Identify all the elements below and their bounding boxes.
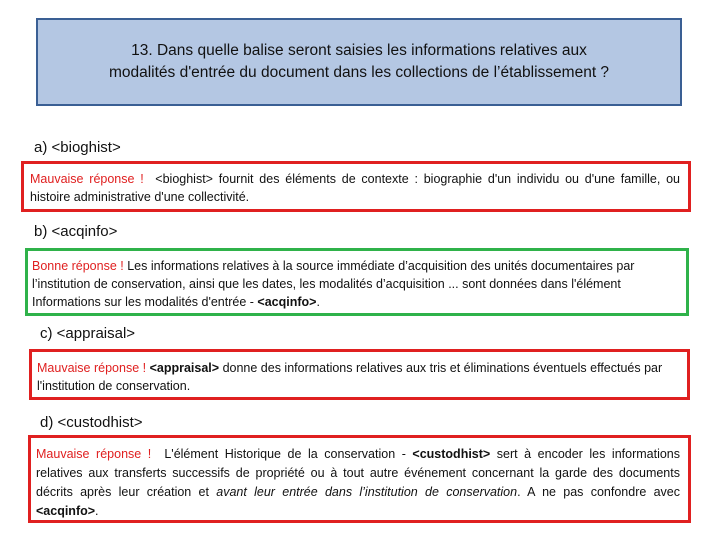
answer-box-b <box>25 248 689 316</box>
explanation-d-part3: . A ne pas confondre avec <box>517 485 681 499</box>
tag-c: <appraisal> <box>149 361 220 375</box>
explanation-a: fournit des éléments de contexte : biographie d'un individu ou d'une famille, ou histoire administrative d'une collectivité. <box>30 172 681 204</box>
answer-box-a <box>21 161 691 212</box>
question-number: 13. <box>131 42 153 59</box>
explanation-d-part2: sert à encoder les informations relatives aux transferts successifs de propriété ou à tout autre événement concernant la garde des documents décrits après leur création et <box>36 447 681 499</box>
end-d: . <box>95 504 99 518</box>
explanation-d-italic: avant leur entrée dans l’institution de conservation <box>216 485 518 499</box>
option-b-label[interactable]: b) <acqinfo> <box>34 223 118 240</box>
explanation-d-part1: L'élément Historique de la conservation - <box>164 447 406 461</box>
question-box <box>36 18 682 106</box>
verdict-a: Mauvaise réponse ! <box>30 172 144 186</box>
verdict-c: Mauvaise réponse ! <box>37 361 147 375</box>
end-b: . <box>316 295 320 309</box>
tag-d-acqinfo: <acqinfo> <box>36 504 96 518</box>
explanation-c: donne des informations relatives aux tris et éliminations éventuels effectués par l'institution de conservation. <box>37 361 663 393</box>
option-a-label[interactable]: a) <bioghist> <box>34 139 121 156</box>
tag-a: <bioghist> <box>155 172 213 186</box>
tag-b: <acqinfo> <box>257 295 317 309</box>
explanation-b: Les informations relatives à la source immédiate d’acquisition des unités documentaires par l’institution de conservation, ainsi que les dates, les modalités d’acquisition ... sont données dans l'élément Informations sur les modalités d'entrée - <box>32 259 635 309</box>
verdict-b: Bonne réponse ! <box>32 259 124 273</box>
option-d-label[interactable]: d) <custodhist> <box>40 414 143 431</box>
answer-box-d <box>28 435 691 523</box>
verdict-d: Mauvaise réponse ! <box>36 447 152 461</box>
tag-d: <custodhist> <box>412 447 491 461</box>
option-c-label[interactable]: c) <appraisal> <box>40 325 136 342</box>
question-line-1: Dans quelle balise seront saisies les informations relatives aux <box>156 42 587 59</box>
answer-box-c <box>29 349 690 400</box>
question-line-2: modalités d'entrée du document dans les collections de l’établissement ? <box>108 64 610 81</box>
question-text <box>109 40 609 84</box>
